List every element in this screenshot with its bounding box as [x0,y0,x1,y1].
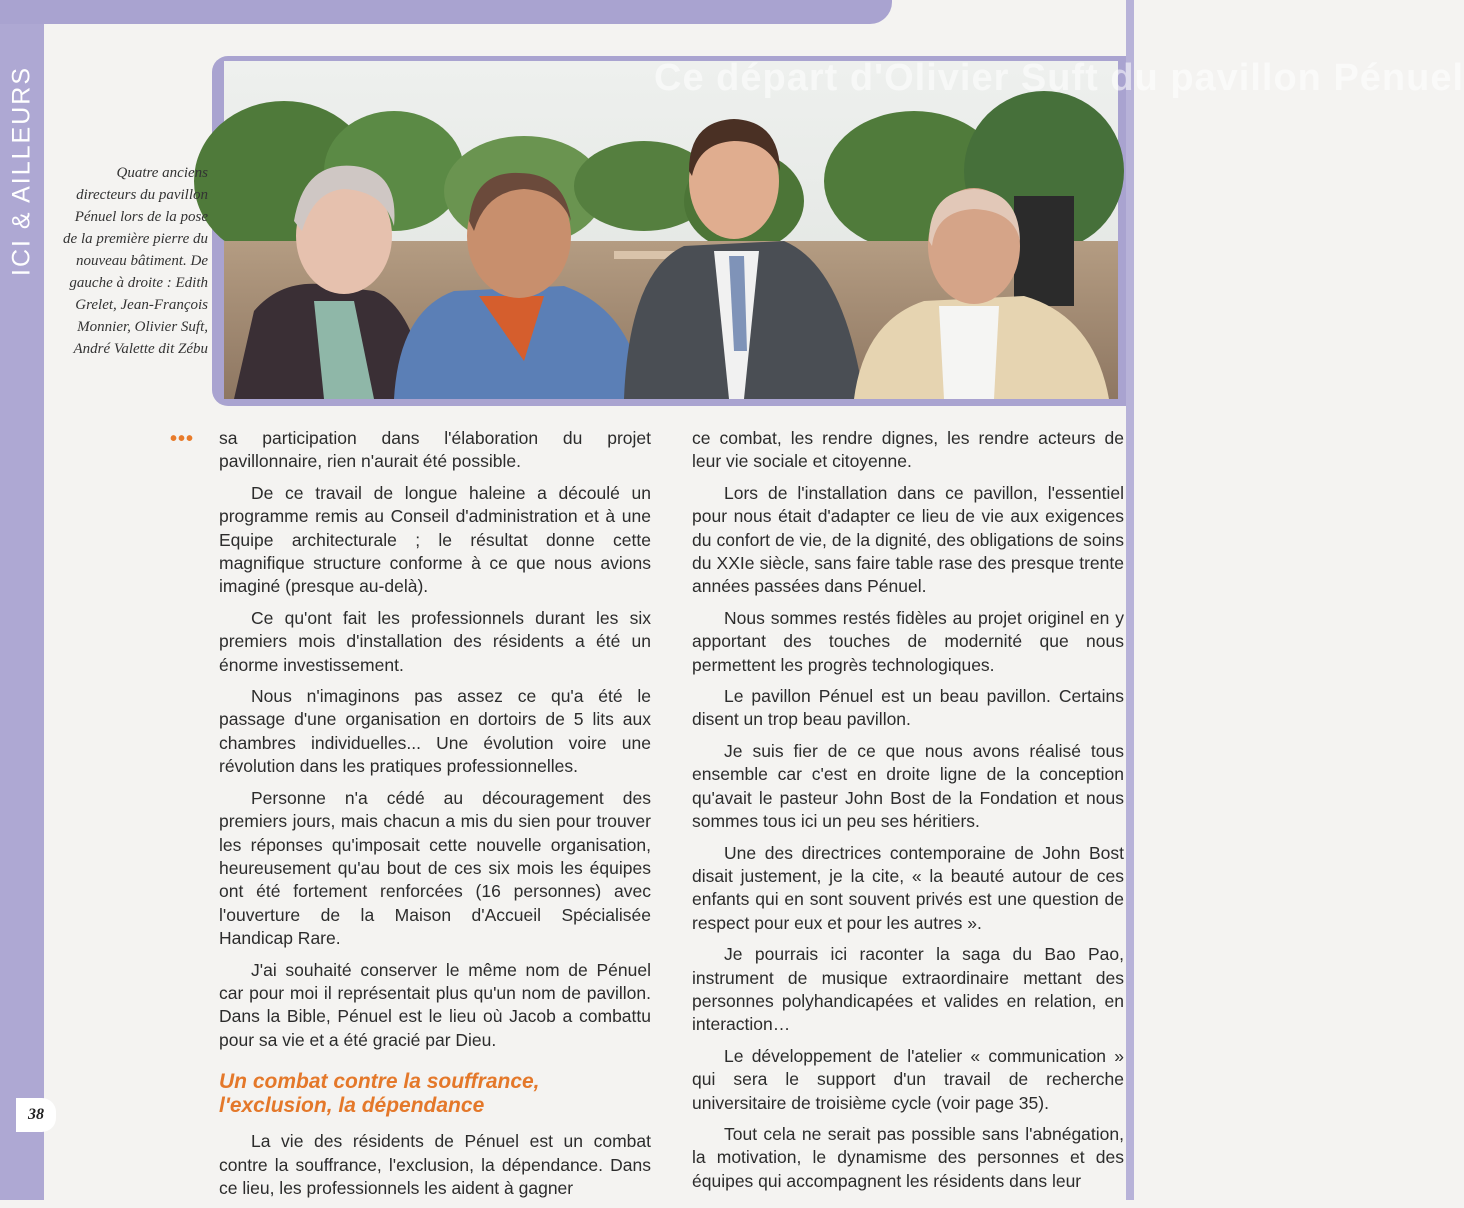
paragraph: Tout cela ne serait pas possible sans l'abnégation, la motivation, le dynamisme des personnes et des équipes qui accompagnent les résidents dans leur [692,1123,1124,1191]
paragraph: Une des directrices contemporaine de John Bost disait justement, je la cite, « la beauté autour de ces enfants qui en sont souvent privés est une question de respect pour eux et pour les autres ». [692,842,1124,933]
paragraph: Nous n'imaginons pas assez ce qu'a été le passage d'une organisation en dortoirs de 5 lits aux chambres individuelles... Une évolution voire une révolution dans les pratiques professionnelles. [219,686,651,777]
section-label: ICI & AILLEURS [7,65,36,276]
paragraph: J'ai souhaité conserver le même nom de Pénuel car pour moi il représentait plus qu'un nom de pavillon. Dans la Bible, Pénuel est le lieu où Jacob a combattu pour sa vie et a été gracié par Dieu. [219,959,651,1050]
continuation-dots: ••• [170,428,195,450]
paragraph: Le développement de l'atelier « communication » qui sera le support d'un travail de recherche universitaire de troisième cycle (voir page 35). [692,1045,1124,1113]
page-number: 38 [16,1098,56,1132]
photo-illustration [224,61,1118,399]
paragraph: Personne n'a cédé au découragement des premiers jours, mais chacun a mis du sien pour trouver les réponses qu'imposait cette nouvelle organisation, heureusement qu'au bout de ces six mois les équipes ont été fortement renforcées (16 personnes) avec l'ouverture de la Maison d'Accueil Spécialisée Handicap Rare. [219,787,651,949]
left-column [219,427,651,1208]
subheading-line: Un combat contre la souffrance, [219,1070,540,1094]
photo-headline: Ce départ d'Olivier Suft du pavillon Pénuel [654,57,1464,99]
paragraph: Nous sommes restés fidèles au projet originel en y apportant des touches de modernité que nous permettent les progrès technologiques. [692,607,1124,675]
group-photo [224,57,1464,399]
right-edge-band [1126,0,1134,1200]
paragraph: Le pavillon Pénuel est un beau pavillon. Certains disent un trop beau pavillon. [692,686,1124,730]
paragraph: De ce travail de longue haleine a découlé un programme remis au Conseil d'administration et à une Equipe architecturale ; le résultat donne cette magnifique structure conforme à ce que nous avions imaginé (presque au-delà). [219,482,651,597]
paragraph: Je pourrais ici raconter la saga du Bao Pao, instrument de musique extraordinaire mettant des personnes polyhandicapées et valides en relation, en interaction… [692,944,1124,1035]
paragraph: La vie des résidents de Pénuel est un combat contre la souffrance, l'exclusion, la dépendance. Dans ce lieu, les professionnels les aident à gagner [219,1131,651,1198]
right-column [692,427,1124,1201]
photo-caption: Quatre anciens directeurs du pavillon Pénuel lors de la pose de la première pierre du nouveau bâtiment. De gauche à droite : Edith Grelet, Jean-François Monnier, Olivier Suft, André Valette dit Zébu [63,165,208,357]
paragraph: ce combat, les rendre dignes, les rendre acteurs de leur vie sociale et citoyenne. [692,428,1124,472]
paragraph: Lors de l'installation dans ce pavillon, l'essentiel pour nous était d'adapter ce lieu de vie aux exigences du confort de vie, de la dignité, des obligations de soins du XXIe siècle, sans faire table rase des presque trente années passées dans Pénuel. [692,482,1124,597]
subheading-line: l'exclusion, la dépendance [219,1094,485,1118]
paragraph: Je suis fier de ce que nous avons réalisé tous ensemble car c'est en droite ligne de la conception qu'avait le pasteur John Bost de la Fondation et nous sommes tous ici un peu ses héritiers. [692,740,1124,832]
paragraph: sa participation dans l'élaboration du projet pavillonnaire, rien n'aurait été possible. [219,428,651,472]
paragraph: Ce qu'ont fait les professionnels durant les six premiers mois d'installation des résidents a été un énorme investissement. [219,607,651,675]
top-color-band [0,0,892,24]
subheading [219,1070,651,1118]
